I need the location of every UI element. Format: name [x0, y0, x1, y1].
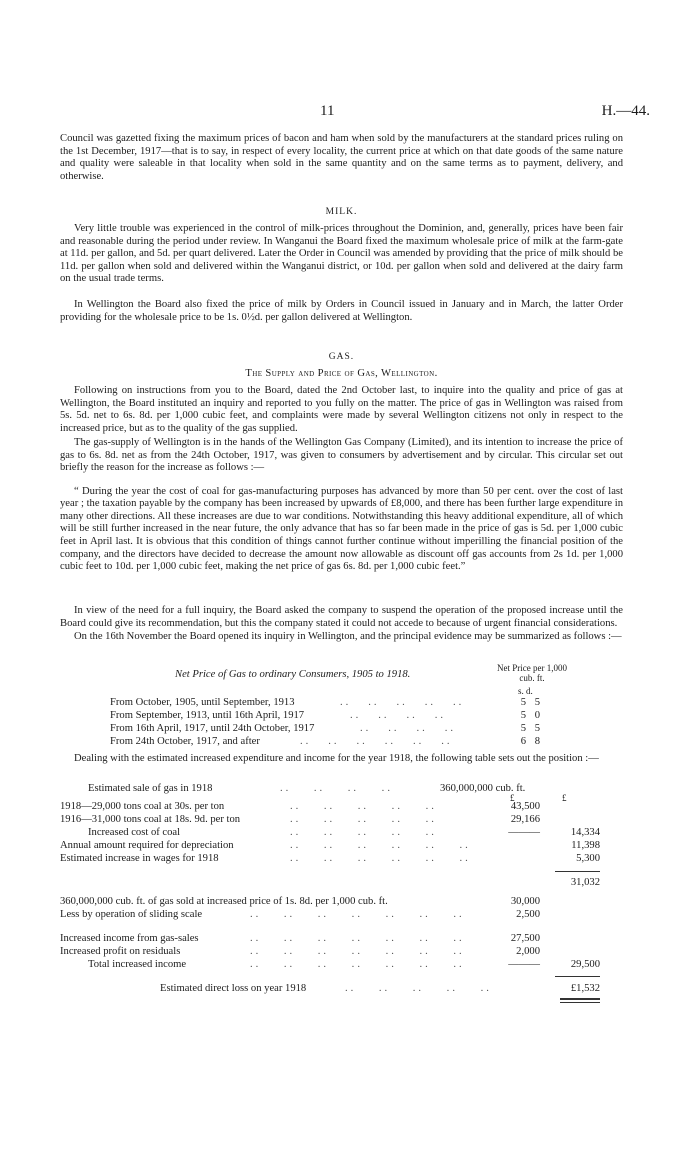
- milk-heading: MILK.: [325, 207, 358, 217]
- leader-dots: .. .. .. .. ..: [290, 814, 437, 825]
- leader-dots: .. .. .. ..: [280, 783, 393, 794]
- price-row-label: From September, 1913, until 16th April, 1917: [110, 710, 305, 721]
- price-row-shillings: 5: [520, 710, 526, 721]
- position-row-amount: 43,500: [510, 801, 540, 812]
- leader-dots: .. .. .. ..: [360, 723, 457, 734]
- position-row-label: 1916—31,000 tons coal at 18s. 9d. per ton: [60, 814, 241, 825]
- expenditure-subtotal: 31,032: [570, 877, 600, 888]
- position-row-amount: 29,166: [510, 814, 540, 825]
- page-number: 11: [320, 103, 335, 119]
- position-row-amount: 2,000: [516, 946, 540, 957]
- position-row-label: Less by operation of sliding scale: [60, 909, 203, 920]
- page-header: [60, 103, 650, 123]
- position-row-label: Increased cost of coal: [88, 827, 181, 838]
- leader-dots: .. .. .. .. .. .. ..: [250, 933, 465, 944]
- double-rule: [560, 1002, 600, 1003]
- estimated-loss-value: £1,532: [570, 983, 600, 994]
- price-table-title: Net Price of Gas to ordinary Consumers, 1905 to 1918.: [175, 669, 411, 680]
- position-row-amount: ———: [508, 827, 540, 838]
- double-rule: [560, 998, 600, 1000]
- position-row-label: Increased income from gas-sales: [60, 933, 199, 944]
- leader-dots: .. .. .. ..: [350, 710, 447, 721]
- gas-paragraph-4: On the 16th November the Board opened its inquiry in Wellington, and the principal evidence may be summarized as follows :—: [74, 631, 622, 642]
- leader-dots: .. .. .. .. .. .. ..: [250, 959, 465, 970]
- position-row-label: 360,000,000 cub. ft. of gas sold at increased price of 1s. 8d. per 1,000 cub. ft.: [60, 896, 388, 907]
- pound-sign-header: £: [510, 793, 515, 803]
- position-row-label: Increased profit on residuals: [60, 946, 181, 957]
- price-row-pence: 8: [534, 736, 540, 747]
- gas-paragraph-2: The gas-supply of Wellington is in the hands of the Wellington Gas Company (Limited), and its intention to increase the price of gas to 6s. 8d. net as from the 24th October, 1917, was given to consumers by advertisement and by circular. This circular set out briefly the reason for the increase as follows :—: [60, 437, 623, 474]
- price-row-label: From 16th April, 1917, until 24th October, 1917: [110, 723, 315, 734]
- leader-dots: .. .. .. .. .. ..: [300, 736, 453, 747]
- position-row-total: 5,300: [576, 853, 600, 864]
- position-row-amount: 27,500: [510, 933, 540, 944]
- company-circular-quote: “ During the year the cost of coal for gas-manufacturing purposes has advanced by more than 50 per cent. over the cost of last year ; the taxation payable by the company has been increased by upwards of £8,000, and there has been further large expenditure in many other directions. All these increases are due to war conditions. Notwithstanding this heavy additional expenditure, all of which will be still further increased in the near future, the only advance that has so far been made in the price of gas is 5d. per 1,000 cubic feet in April last. It is obvious that this condition of things cannot further continue without imperilling the financial position of the company, and the directors have decided to decrease the amount now allowable as discount off gas accounts from 2s 1d. per 1,000 cubic feet to 10d. per 1,000 cubic feet, making the net price of gas 6s. 8d. per 1,000 cubic feet.”: [60, 485, 623, 573]
- document-reference: H.—44.: [601, 103, 650, 119]
- gas-paragraph-3: In view of the need for a full inquiry, the Board asked the company to suspend the operation of the proposed increase until the Board could give its recommendation, but this the company stated it could not accede to because of urgent financial considerations.: [60, 605, 623, 629]
- leader-dots: .. .. .. .. .. .. ..: [250, 909, 465, 920]
- position-row-amount: 2,500: [516, 909, 540, 920]
- price-row-pence: 5: [534, 697, 540, 708]
- sale-value: 360,000,000 cub. ft.: [440, 783, 526, 794]
- position-row-total: 14,334: [570, 827, 600, 838]
- price-table-units: s. d.: [518, 686, 533, 696]
- position-row-label: 1918—29,000 tons coal at 30s. per ton: [60, 801, 225, 812]
- leader-dots: .. .. .. .. .. ..: [290, 853, 471, 864]
- pound-sign-header: £: [562, 793, 567, 803]
- loss-rule: [555, 976, 600, 977]
- position-row-total: 11,398: [571, 840, 600, 851]
- sale-label: Estimated sale of gas in 1918: [88, 783, 213, 794]
- leader-dots: .. .. .. .. ..: [290, 827, 437, 838]
- leader-dots: .. .. .. .. .. .. ..: [250, 946, 465, 957]
- price-row-pence: 5: [534, 723, 540, 734]
- intro-paragraph: Council was gazetted fixing the maximum prices of bacon and ham when sold by the manufacturers at the standard prices ruling on the 1st December, 1917—that is to say, in respect of every locality, the current price at which on that date goods of the same nature and quality were saleable in that locality when sold in the same quantity and on the same terms as to payment, delivery, and otherwise.: [60, 133, 623, 182]
- leader-dots: .. .. .. .. ..: [345, 983, 492, 994]
- position-row-label: Annual amount required for depreciation: [60, 840, 234, 851]
- loss-label: Estimated direct loss on year 1918: [160, 983, 307, 994]
- leader-dots: .. .. .. .. ..: [290, 801, 437, 812]
- gas-subheading: The Supply and Price of Gas, Wellington.: [245, 368, 438, 379]
- subtotal-rule: [555, 871, 600, 872]
- position-intro: Dealing with the estimated increased expenditure and income for the year 1918, the following table sets out the position :—: [74, 753, 599, 764]
- position-row-amount: 30,000: [510, 896, 540, 907]
- gas-paragraph-1: Following on instructions from you to the Board, dated the 2nd October last, to inquire into the quality and price of gas at Wellington, the Board instituted an inquiry and reported to you fully on the matter. The price of gas in Wellington was raised from 5s. 5d. net to 6s. 8d. per 1,000 cubic feet, and complaints were made by several Wellington citizens not only in respect to the increased price, but as to the quality of the gas supplied.: [60, 385, 623, 434]
- position-row-amount: ———: [508, 959, 540, 970]
- price-row-shillings: 5: [520, 697, 526, 708]
- position-row-label: Estimated increase in wages for 1918: [60, 853, 219, 864]
- milk-paragraph-2: In Wellington the Board also fixed the price of milk by Orders in Council issued in January and in March, the latter Order providing for the wholesale price to be 1s. 0½d. per gallon delivered at Wellington.: [60, 299, 623, 323]
- position-row-label: Total increased income: [88, 959, 187, 970]
- price-row-shillings: 6: [520, 736, 526, 747]
- price-row-pence: 0: [534, 710, 540, 721]
- price-row-label: From 24th October, 1917, and after: [110, 736, 260, 747]
- milk-paragraph-1: Very little trouble was experienced in the control of milk-prices throughout the Dominion, and, generally, prices have been fair and reasonable during the period under review. In Wanganui the Board fixed the maximum wholesale price of milk at the farm-gate at 11d. per gallon, and 5d. per quart delivered. Later the Order in Council was amended by providing that the price of milk should be 11d. per gallon when sold and delivered within the Wanganui district, or 10d. per gallon when sold and delivered at the dairy farm on the usual trade terms.: [60, 223, 623, 285]
- price-row-label: From October, 1905, until September, 1913: [110, 697, 295, 708]
- leader-dots: .. .. .. .. ..: [340, 697, 465, 708]
- position-row-total: 29,500: [570, 959, 600, 970]
- price-row-shillings: 5: [520, 723, 526, 734]
- leader-dots: .. .. .. .. .. ..: [290, 840, 471, 851]
- price-table-column-header: Net Price per 1,000 cub. ft.: [497, 663, 567, 683]
- gas-heading: GAS.: [328, 352, 355, 362]
